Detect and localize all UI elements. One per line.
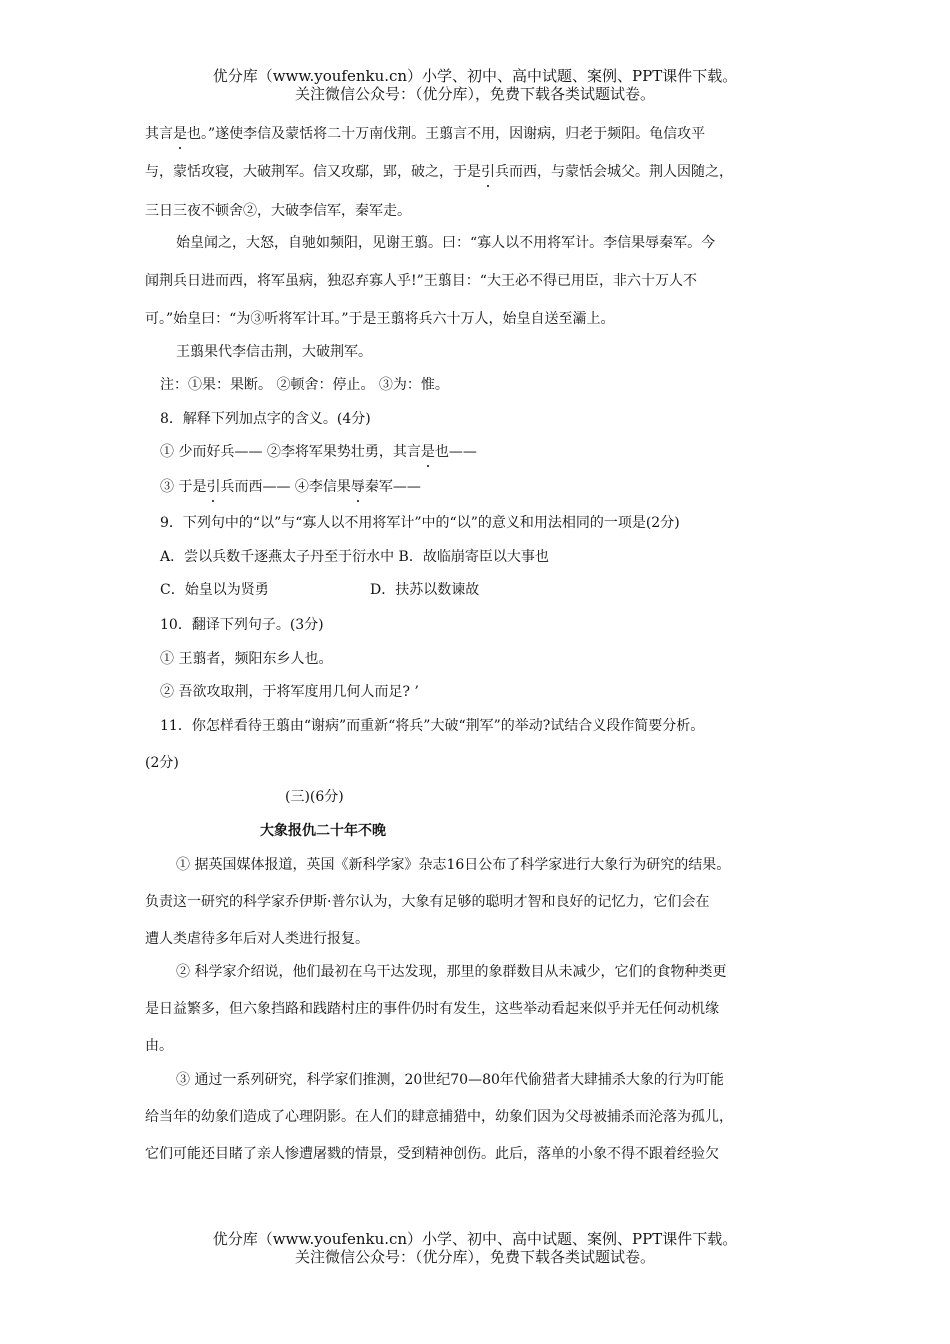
question-9: 9．下列句中的“以”与“寡人以不用将军计”中的“以”的意义和用法相同的一项是(2分) <box>160 515 680 531</box>
question-10: 10．翻译下列句子。(3分) <box>160 617 324 633</box>
question-11: 11．你怎样看待王翦由“谢病”而重新“将兵”大破“荆军”的举动?试结合义段作简要分析。 <box>160 718 705 734</box>
article-p2-line-3: 由。 <box>145 1038 173 1054</box>
article-p3-line-1: ③ 通过一系列研究，科学家们推测，20世纪70—80年代偷猎者大肆捕杀大象的行为叮能 <box>176 1072 724 1088</box>
passage-line-4: 始皇闻之，大怒，自驰如频阳，见谢王翦。曰：“寡人以不用将军计。李信果辱秦军。今 <box>176 235 716 251</box>
article-p1-line-3: 遭人类虐待多年后对人类进行报复。 <box>145 931 369 947</box>
question-10-sentence-1: ① 王翦者，频阳东乡人也。 <box>160 651 333 667</box>
section-heading: (三)(6分) <box>285 789 344 805</box>
footer-wechat-line: 关注微信公众号：（优分库），免费下载各类试题试卷。 <box>294 1248 655 1266</box>
article-p1-line-1: ① 据英国媒体报道，英国《新科学家》杂志16日公布了科学家进行大象行为研究的结果。 <box>176 857 731 873</box>
dotted-char-yin: 引 <box>481 164 495 180</box>
question-8: 8．解释下列加点字的含义。(4分) <box>160 411 371 427</box>
passage-line-2: 与，蒙恬攻寝，大破荆军。信又攻鄢，郢，破之，于是引兵而西，与蒙恬会城父。荆人因随之， <box>145 164 733 180</box>
passage-note: 注：①果：果断。 ②顿舍：停止。 ③为：惟。 <box>160 377 449 393</box>
question-9-option-d: D．扶苏以数谏故 <box>370 582 480 598</box>
question-8-items-a: ① 少而好兵—— ②李将军果势壮勇，其言是也—— <box>160 444 477 460</box>
article-p2-line-2: 是日益繁多，但六象挡路和践踏村庄的事件仍时有发生，这些举动看起来似乎并无任何动机缘 <box>145 1001 719 1017</box>
article-p2-line-1: ② 科学家介绍说，他们最初在乌干达发现，那里的象群数目从未减少，它们的食物种类更 <box>176 964 727 980</box>
article-p3-line-3: 它们可能还目睹了亲人惨遭屠戮的情景，受到精神创伤。此后，落单的小象不得不跟着经验欠 <box>145 1146 719 1162</box>
passage-line-6: 可。”始皇曰：“为③听将军计耳。”于是王翦将兵六十万人，始皇自送至灞上。 <box>145 311 615 327</box>
passage-line-3: 三日三夜不顿舍②，大破李信军，秦军走。 <box>145 203 411 219</box>
header-site-line: 优分库（www.youfenku.cn）小学、初中、高中试题、案例、PPT课件下载。 <box>212 67 738 85</box>
dotted-char-ru: 辱 <box>350 479 365 495</box>
passage-line-1: 其言是也。”遂使李信及蒙恬将二十万南伐荆。王翦言不用，因谢病，归老于频阳。龟信攻平 <box>145 126 706 142</box>
question-11-score: (2分) <box>145 755 179 771</box>
question-10-sentence-2: ② 吾欲攻取荆，于将军度用几何人而足? ’ <box>160 684 419 700</box>
passage-line-7: 王翦果代李信击荆，大破荆军。 <box>176 344 372 360</box>
dotted-char-yin-2: 引 <box>206 479 221 495</box>
article-title: 大象报仇二十年不晚 <box>260 823 386 839</box>
header-wechat-line: 关注微信公众号：（优分库），免费下载各类试题试卷。 <box>294 85 655 103</box>
dotted-char-shi-2: 是 <box>420 444 435 460</box>
question-9-options-ab: A．尝以兵数千逐燕太子丹至于衍水中 B．故临崩寄臣以大事也 <box>160 549 549 565</box>
footer-site-line: 优分库（www.youfenku.cn）小学、初中、高中试题、案例、PPT课件下载。 <box>212 1230 738 1248</box>
article-p3-line-2: 给当年的幼象们造成了心理阴影。在人们的肆意捕猎中，幼象们因为父母被捕杀而沦落为孤儿， <box>145 1109 733 1125</box>
dotted-char-shi: 是 <box>173 126 187 142</box>
question-8-items-b: ③ 于是引兵而西—— ④李信果辱秦军—— <box>160 479 421 495</box>
article-p1-line-2: 负责这一研究的科学家乔伊斯·普尔认为，大象有足够的聪明才智和良好的记忆力，它们会在 <box>145 894 710 910</box>
question-9-option-c: C．始皇以为贤勇 <box>160 582 269 598</box>
passage-line-5: 闻荆兵日进而西，将军虽病，独忍弃寡人乎!”王翦目：“大王必不得已用臣，非六十万人不 <box>145 273 697 289</box>
